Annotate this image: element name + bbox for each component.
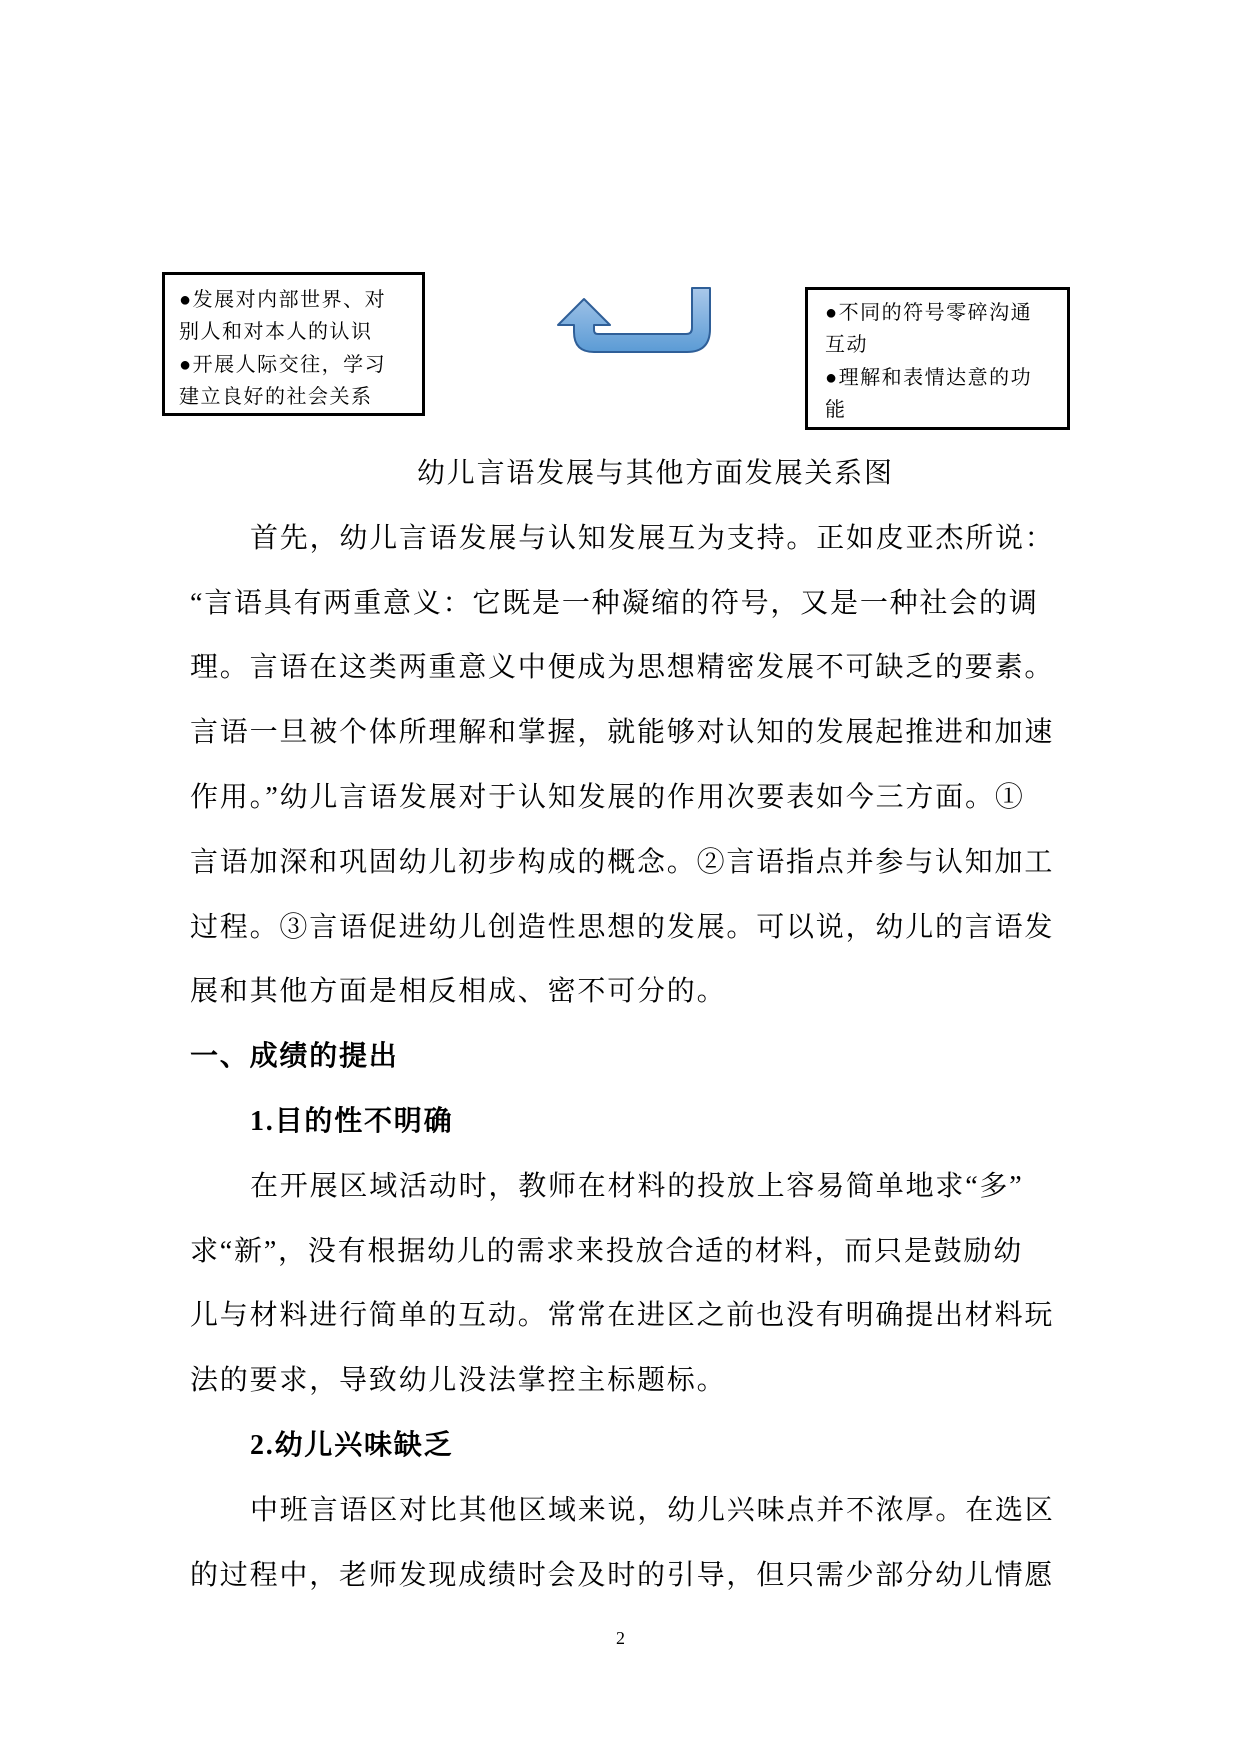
u-turn-arrow-icon	[552, 285, 716, 355]
left-box	[162, 272, 425, 416]
paragraph-line: 过程。③言语促进幼儿创造性思想的发展。可以说，幼儿的言语发	[190, 911, 1055, 943]
paragraph-line: 言语一旦被个体所理解和掌握，就能够对认知的发展起推进和加速	[190, 717, 1055, 749]
subsection-2-paragraph	[0, 1479, 1241, 1609]
paragraph-1	[0, 507, 1241, 1025]
paragraph-line: 在开展区域活动时，教师在材料的投放上容易简单地求“多”	[250, 1170, 1024, 1202]
document-body	[0, 442, 1241, 1608]
paragraph-line: 法的要求，导致幼儿没法掌控主标题标。	[190, 1365, 727, 1397]
subsection-1-heading: 1.目的性不明确	[250, 1105, 454, 1137]
diagram-caption: 幼儿言语发展与其他方面发展关系图	[417, 458, 894, 489]
paragraph-line: 理。言语在这类两重意义中便成为思想精密发展不可缺乏的要素。	[190, 652, 1055, 684]
paragraph-line: 儿与材料进行简单的互动。常常在进区之前也没有明确提出材料玩	[190, 1300, 1055, 1332]
paragraph-line: 作用。”幼儿言语发展对于认知发展的作用次要表如今三方面。①	[190, 781, 1025, 813]
right-box-line: ●理解和表情达意的功	[825, 366, 1033, 389]
paragraph-line: 言语加深和巩固幼儿初步构成的概念。②言语指点并参与认知加工	[190, 846, 1055, 878]
left-box-line: ●发展对内部世界、对	[179, 289, 387, 311]
left-box-line: 建立良好的社会关系	[179, 386, 373, 409]
left-box-line: 别人和对本人的认识	[179, 321, 373, 344]
left-box-line: ●开展人际交往，学习	[179, 353, 387, 376]
paragraph-line: 的过程中，老师发现成绩时会及时的引导，但只需少部分幼儿情愿	[190, 1559, 1055, 1591]
paragraph-line: 求“新”，没有根据幼儿的需求来投放合适的材料，而只是鼓励幼	[190, 1235, 1024, 1267]
right-box-line: ●不同的符号零碎沟通	[825, 302, 1033, 324]
page-number: 2	[616, 1628, 625, 1648]
section-heading: 一、成绩的提出	[190, 1041, 399, 1073]
paragraph-line: 首先，幼儿言语发展与认知发展互为支持。正如皮亚杰所说：	[250, 522, 1055, 554]
subsection-1-paragraph	[0, 1155, 1241, 1414]
right-box	[805, 287, 1070, 430]
paragraph-line: 中班言语区对比其他区域来说，幼儿兴味点并不浓厚。在选区	[250, 1494, 1055, 1526]
right-box-line: 能	[825, 399, 847, 422]
paragraph-line: “言语具有两重意义：它既是一种凝缩的符号，又是一种社会的调	[190, 587, 1039, 619]
paragraph-line: 展和其他方面是相反相成、密不可分的。	[190, 976, 727, 1008]
subsection-2-heading: 2.幼儿兴味缺乏	[250, 1429, 454, 1461]
right-box-line: 互动	[825, 334, 868, 357]
